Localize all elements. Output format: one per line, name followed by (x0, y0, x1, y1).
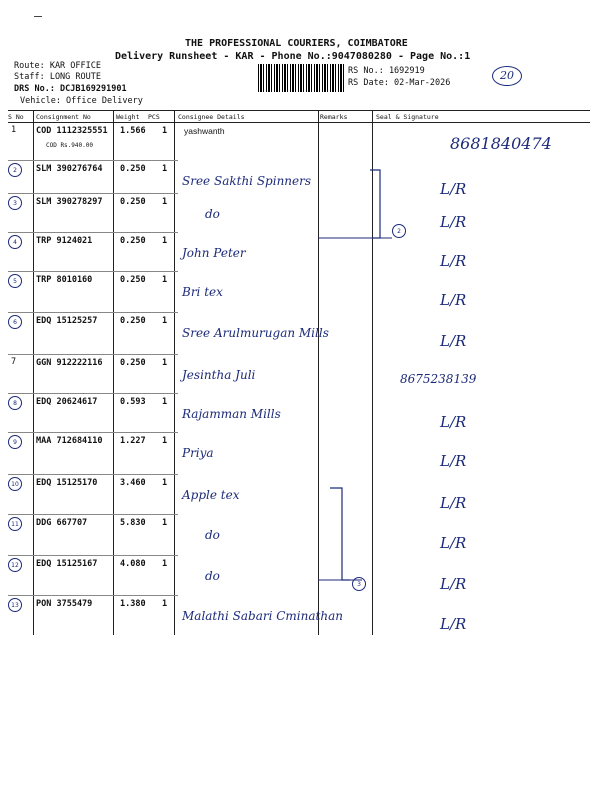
route-label: Route: KAR OFFICE (14, 61, 101, 71)
row-weight: 0.250 (120, 236, 146, 246)
row-sno: 9 (13, 438, 17, 446)
page-mark-text: 20 (500, 69, 514, 82)
row-consignee: Jesintha Juli (182, 368, 256, 382)
row-sno: 12 (11, 561, 19, 569)
row-weight: 0.593 (120, 397, 146, 407)
staff-label: Staff: LONG ROUTE (14, 72, 101, 82)
row-signature: L/R (440, 413, 467, 431)
rs-number: RS No.: 1692919 (348, 66, 425, 76)
row-signature: 8675238139 (400, 372, 477, 386)
row-consignee: yashwanth (184, 126, 225, 136)
row-consignment: EDQ 15125167 (36, 559, 98, 569)
row-signature: L/R (440, 252, 467, 270)
row-consignment: SLM 390276764 (36, 164, 103, 174)
rs-date: RS Date: 02-Mar-2026 (348, 78, 451, 88)
row-sno: 3 (13, 199, 17, 207)
row-pcs: 1 (162, 126, 168, 136)
row-consignee: Sree Sakthi Spinners (182, 174, 312, 188)
row-sno: 4 (13, 238, 17, 246)
row-pcs: 1 (162, 316, 168, 326)
row-consignment: GGN 912222116 (36, 358, 103, 368)
row-consignee: do (205, 528, 220, 542)
row-consignment: EDQ 15125170 (36, 478, 98, 488)
row-sno: 7 (11, 357, 17, 367)
row-consignment: PON 3755479 (36, 599, 93, 609)
brace-mark-3 (352, 577, 366, 591)
row-signature: L/R (440, 494, 467, 512)
row-pcs: 1 (162, 599, 168, 609)
row-consignment: TRP 9124021 (36, 236, 93, 246)
row-consignee: do (205, 207, 220, 221)
row-consignment: SLM 390278297 (36, 197, 103, 207)
row-sno: 8 (13, 399, 17, 407)
drs-number: DRS No.: DCJB169291901 (14, 84, 127, 94)
col-seal-signature: Seal & Signature (376, 113, 439, 121)
col-pcs: PCS (148, 113, 160, 121)
vehicle-label: Vehicle: Office Delivery (20, 96, 143, 106)
row-sno: 13 (11, 601, 19, 609)
row-pcs: 1 (162, 518, 168, 528)
row-signature: L/R (440, 615, 467, 633)
row-consignment: TRP 8010160 (36, 275, 93, 285)
row-weight: 5.830 (120, 518, 146, 528)
row-consignee: Bri tex (182, 285, 223, 299)
row-consignee: Priya (182, 446, 214, 460)
row-pcs: 1 (162, 236, 168, 246)
col-weight: Weight (116, 113, 140, 121)
row-signature: L/R (440, 213, 467, 231)
row-consignee: Apple tex (182, 488, 240, 502)
row-signature: L/R (440, 452, 467, 470)
row-weight: 0.250 (120, 316, 146, 326)
row-sno: 6 (13, 318, 17, 326)
row-weight: 4.080 (120, 559, 146, 569)
row-consignment: DDG 667707 (36, 518, 88, 528)
row-pcs: 1 (162, 436, 168, 446)
row-consignment: MAA 712684110 (36, 436, 103, 446)
row-pcs: 1 (162, 197, 168, 207)
row-signature: L/R (440, 332, 467, 350)
row-pcs: 1 (162, 559, 168, 569)
row-pcs: 1 (162, 397, 168, 407)
row-sno: 10 (11, 480, 19, 488)
row-pcs: 1 (162, 358, 168, 368)
row-consignee: Sree Arulmurugan Mills (182, 326, 329, 340)
row-pcs: 1 (162, 478, 168, 488)
row-pcs: 1 (162, 275, 168, 285)
cod-note: COD Rs.940.00 (46, 142, 93, 149)
col-remarks: Remarks (320, 113, 348, 121)
row-sno: 2 (13, 166, 17, 174)
row-consignee: do (205, 569, 220, 583)
brace-mark-2 (392, 224, 406, 238)
row-weight: 0.250 (120, 197, 146, 207)
brace-mark-2-text: 2 (397, 227, 401, 235)
row-signature: L/R (440, 180, 467, 198)
row-weight: 3.460 (120, 478, 146, 488)
row-consignee: John Peter (182, 246, 246, 260)
row-sno: 11 (11, 520, 19, 528)
row-weight: 0.250 (120, 164, 146, 174)
row-weight: 1.380 (120, 599, 146, 609)
row-consignment: COD 1112325551 (36, 126, 108, 136)
runsheet-subtitle: Delivery Runsheet - KAR - Phone No.:9047080280 - Page No.:1 (115, 51, 471, 62)
row-sno: 5 (13, 277, 17, 285)
row-weight: 1.227 (120, 436, 146, 446)
row-signature: L/R (440, 534, 467, 552)
col-sno: S No (8, 113, 24, 121)
row-weight: 0.250 (120, 275, 146, 285)
row-signature: L/R (440, 575, 467, 593)
row-weight: 1.566 (120, 126, 146, 136)
row-pcs: 1 (162, 164, 168, 174)
company-name: THE PROFESSIONAL COURIERS, COIMBATORE (185, 38, 408, 49)
col-consignee: Consignee Details (178, 113, 245, 121)
row-sno: 1 (11, 125, 17, 135)
row-weight: 0.250 (120, 358, 146, 368)
row-consignment: EDQ 20624617 (36, 397, 98, 407)
col-consignment: Consignment No (36, 113, 91, 121)
row-consignee: Malathi Sabari Cminathan (182, 609, 343, 623)
row-signature: L/R (440, 291, 467, 309)
row-consignee: Rajamman Mills (182, 407, 281, 421)
row-signature: 8681840474 (450, 134, 552, 153)
row-consignment: EDQ 15125257 (36, 316, 98, 326)
brace-mark-3-text: 3 (357, 580, 361, 588)
